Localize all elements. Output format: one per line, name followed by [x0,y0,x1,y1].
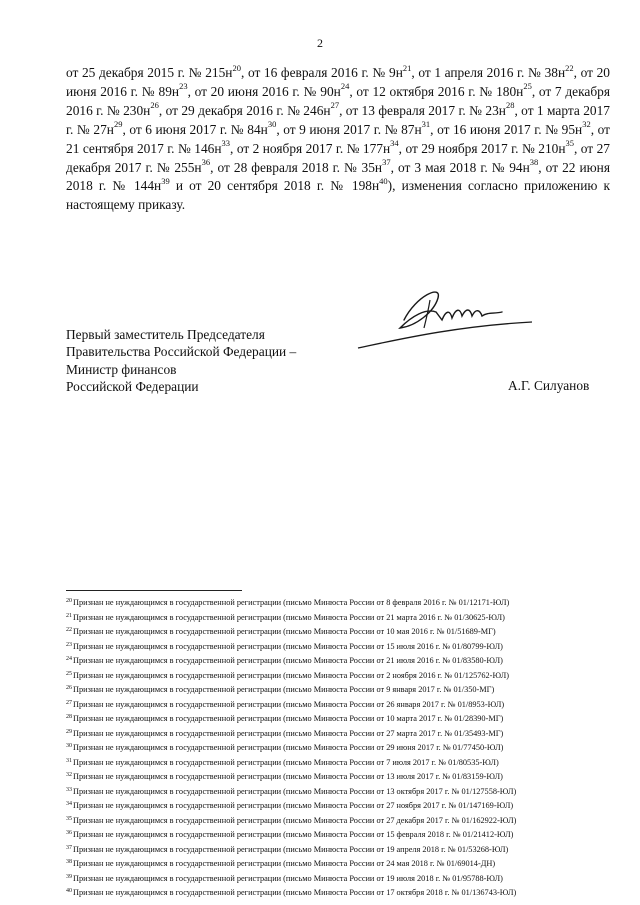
body-text-segment: , от 29 ноября 2017 г. № 210н [398,140,566,156]
footnote-item [66,842,626,857]
page-number: 2 [317,36,323,50]
footnote-number: 38 [66,859,72,865]
signatory-line: Первый заместитель Председателя [66,327,265,342]
footnote-number: 35 [66,815,72,822]
footnote-number: 32 [66,772,72,778]
footnote-number: 31 [66,757,72,764]
footnote-reference[interactable]: 20 [232,62,241,73]
footnote-text: Признан не нуждающимся в государственной регистрации (письмо Минюста России от 26 января 2017 г. № 01/8953-ЮЛ) [73,699,505,709]
footnote-text: Признан не нуждающимся в государственной регистрации (письмо Минюста России от 13 октября 2017 г. № 01/127558-ЮЛ) [73,786,517,796]
footnote-number: 21 [66,612,72,619]
footnote-item [66,755,626,770]
footnote-number: 26 [66,685,72,691]
footnote-text: Признан не нуждающимся в государственной регистрации (письмо Минюста России от 8 февраля 2016 г. № 01/12171-ЮЛ) [73,598,510,607]
footnote-text: Признан не нуждающимся в государственной регистрации (письмо Минюста России от 27 марта 2017 г. № 01/35493-МГ) [73,728,504,738]
footnote-divider [66,590,242,591]
body-text-segment: , от 13 февраля 2017 г. № 23н [339,102,506,118]
footnote-item [66,697,626,712]
signatory-block [66,326,296,396]
footnote-reference[interactable]: 33 [221,138,231,149]
body-text-segment: , от 21 сентября 2017 г. № 146н [66,121,610,156]
body-text-segment: , от 6 июня 2017 г. № 84н [122,121,268,137]
footnote-item [66,784,626,799]
footnote-number: 23 [66,641,72,648]
footnote-reference[interactable]: 25 [523,81,532,92]
footnote-number: 37 [66,844,72,851]
footnote-reference[interactable]: 31 [421,119,431,130]
footnote-reference[interactable]: 26 [150,100,159,111]
footnote-reference[interactable]: 34 [390,138,399,149]
footnote-text: Признан не нуждающимся в государственной регистрации (письмо Минюста России от 15 июля 2016 г. № 01/80799-ЮЛ) [73,641,503,651]
body-text-segment: , от 20 июня 2016 г. № 90н [187,83,341,99]
footnote-reference[interactable]: 37 [382,157,391,168]
footnote-item [66,682,626,697]
body-text-segment: , от 7 декабря 2016 г. № 230н [66,83,610,118]
footnote-text: Признан не нуждающимся в государственной регистрации (письмо Минюста России от 17 октября 2018 г. № 01/136743-ЮЛ) [73,888,517,897]
body-text-segment: , от 20 июня 2016 г. № 89н [66,65,610,99]
footnote-reference[interactable]: 22 [565,62,574,73]
body-text-segment: , от 12 октября 2016 г. № 180н [349,83,524,99]
footnote-text: Признан не нуждающимся в государственной регистрации (письмо Минюста России от 29 июня 2017 г. № 01/77450-ЮЛ) [73,743,504,752]
signature-image [356,286,536,356]
footnote-item [66,595,626,610]
footnote-reference[interactable]: 35 [565,138,574,149]
footnote-reference[interactable]: 21 [402,62,412,73]
footnote-text: Признан не нуждающимся в государственной регистрации (письмо Минюста России от 7 июля 2017 г. № 01/80535-ЮЛ) [73,757,499,767]
footnote-reference[interactable]: 36 [201,157,211,168]
footnote-text: Признан не нуждающимся в государственной регистрации (письмо Минюста России от 15 февраля 2018 г. № 01/21412-ЮЛ) [73,830,514,839]
footnote-item [66,668,626,683]
footnote-text: Признан не нуждающимся в государственной регистрации (письмо Минюста России от 10 марта 2017 г. № 01/28390-МГ) [73,714,504,723]
body-text-segment: от 25 декабря 2015 г. № 215н [66,65,233,80]
footnote-text: Признан не нуждающимся в государственной регистрации (письмо Минюста России от 2 ноября 2016 г. № 01/125762-ЮЛ) [73,670,509,680]
footnote-text: Признан не нуждающимся в государственной регистрации (письмо Минюста России от 27 декабря 2017 г. № 01/162922-ЮЛ) [73,815,517,825]
footnote-item [66,610,626,625]
footnote-item [66,740,626,755]
footnote-reference[interactable]: 40 [379,175,388,186]
body-text-segment: , от 22 июня 2018 г. № 144н [66,159,610,194]
footnote-text: Признан не нуждающимся в государственной регистрации (письмо Минюста России от 19 июля 2018 г. № 01/95788-ЮЛ) [73,873,503,883]
footnote-number: 25 [66,670,72,677]
footnote-number: 29 [66,728,72,735]
footnote-text: Признан не нуждающимся в государственной регистрации (письмо Минюста России от 24 мая 2018 г. № 01/69014-ДН) [73,859,496,868]
signer-name: А.Г. Силуанов [508,378,590,393]
footnote-reference[interactable]: 29 [113,119,123,130]
footnote-number: 22 [66,627,72,633]
footnote-number: 36 [66,830,72,836]
body-text-segment: , от 1 апреля 2016 г. № 38н [411,65,566,80]
footnote-number: 24 [66,656,72,662]
footnote-item [66,871,626,886]
footnote-item [66,856,626,871]
footnote-number: 40 [66,888,72,894]
signatory-line: Министр финансов [66,361,177,377]
body-text-segment: , от 16 июня 2017 г. № 95н [430,121,583,137]
footnote-reference[interactable]: 24 [340,81,350,92]
footnote-number: 20 [66,598,72,604]
footnote-item [66,827,626,842]
footnote-reference[interactable]: 32 [582,119,591,130]
footnote-text: Признан не нуждающимся в государственной регистрации (письмо Минюста России от 10 мая 2016 г. № 01/51689-МГ) [73,627,496,636]
footnote-number: 34 [66,801,72,807]
body-text-segment: ), изменения согласно приложению к настоящему приказу. [66,178,610,213]
body-text-segment: , от 2 ноября 2017 г. № 177н [230,140,391,156]
footnotes-list [66,595,626,900]
footnote-text: Признан не нуждающимся в государственной регистрации (письмо Минюста России от 13 июля 2017 г. № 01/83159-ЮЛ) [73,772,503,781]
footnote-reference[interactable]: 23 [179,81,188,92]
footnote-text: Признан не нуждающимся в государственной регистрации (письмо Минюста России от 19 апреля 2018 г. № 01/53268-ЮЛ) [73,844,509,854]
signatory-line: Правительства Российской Федерации – [66,344,297,360]
body-text-segment: , от 3 мая 2018 г. № 94н [390,159,530,175]
footnote-reference[interactable]: 30 [267,119,277,130]
body-paragraph [66,64,610,215]
body-text-segment: , от 27 декабря 2017 г. № 255н [66,140,610,175]
footnote-item [66,885,626,900]
footnote-item [66,813,626,828]
footnote-number: 30 [66,743,72,749]
footnote-item [66,624,626,639]
footnote-text: Признан не нуждающимся в государственной регистрации (письмо Минюста России от 21 марта 2016 г. № 01/30625-ЮЛ) [73,612,505,622]
footnote-reference[interactable]: 27 [330,100,340,111]
body-text-segment: , от 1 марта 2017 г. № 27н [66,102,610,137]
footnote-item [66,711,626,726]
footnote-item [66,769,626,784]
body-text-segment: , от 29 декабря 2016 г. № 246н [158,102,331,118]
footnote-item [66,798,626,813]
footnote-reference[interactable]: 28 [505,100,515,111]
footnote-number: 33 [66,786,72,793]
body-text-segment: и от 20 сентября 2018 г. № 198н [169,178,380,194]
footnote-item [66,653,626,668]
footnote-text: Признан не нуждающимся в государственной регистрации (письмо Минюста России от 9 января 2017 г. № 01/350-МГ) [73,685,495,694]
footnote-number: 39 [66,873,72,880]
footnote-item [66,726,626,741]
signatory-line: Российской Федерации [66,379,199,395]
footnote-text: Признан не нуждающимся в государственной регистрации (письмо Минюста России от 21 июля 2016 г. № 01/83580-ЮЛ) [73,656,503,665]
body-text-segment: , от 28 февраля 2018 г. № 35н [210,159,383,175]
body-text-segment: , от 9 июня 2017 г. № 87н [276,121,422,137]
footnote-reference[interactable]: 39 [161,175,170,186]
body-text-segment: , от 16 февраля 2016 г. № 9н [240,65,403,80]
footnote-item [66,639,626,654]
footnote-number: 28 [66,714,72,720]
footnote-reference[interactable]: 38 [529,157,539,168]
footnote-number: 27 [66,699,72,706]
footnote-text: Признан не нуждающимся в государственной регистрации (письмо Минюста России от 27 ноября 2017 г. № 01/147169-ЮЛ) [73,801,514,810]
